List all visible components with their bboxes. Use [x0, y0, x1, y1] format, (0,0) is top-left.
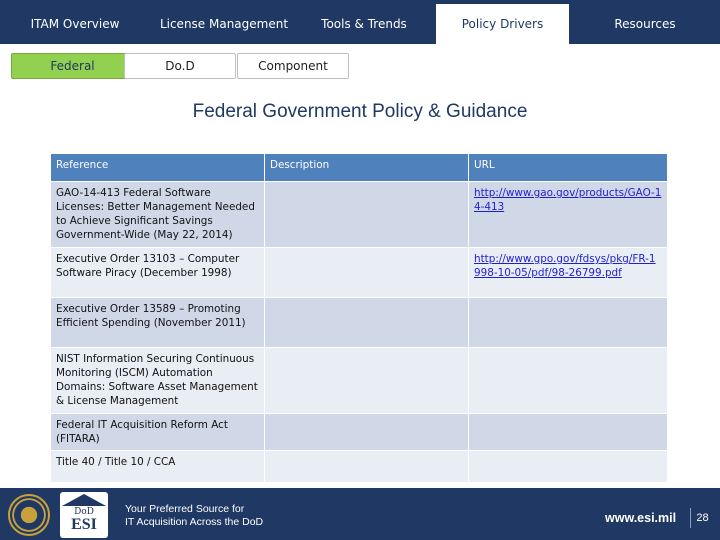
table-header-row — [51, 154, 668, 182]
cell-description — [265, 348, 469, 414]
sub-navigation — [0, 44, 720, 84]
tab-resources[interactable]: Resources — [614, 17, 676, 31]
cell-url — [469, 248, 668, 298]
table-row — [51, 451, 668, 483]
cell-description — [265, 451, 469, 483]
table-row — [51, 298, 668, 348]
cell-reference: Title 40 / Title 10 / CCA — [51, 451, 265, 483]
tab-policy-drivers[interactable]: Policy Drivers — [436, 4, 569, 44]
subtab-federal[interactable]: Federal — [11, 53, 134, 79]
dod-seal-icon — [8, 494, 50, 536]
column-header-reference: Reference — [51, 154, 265, 182]
tab-license-management[interactable]: License Management — [159, 17, 289, 31]
tab-itam-overview[interactable]: ITAM Overview — [30, 17, 120, 31]
page-title: Federal Government Policy & Guidance — [192, 101, 528, 122]
logo-roof — [62, 494, 106, 506]
table-row — [51, 348, 668, 414]
cell-description — [265, 248, 469, 298]
subtab-dod[interactable]: Do.D — [124, 53, 236, 79]
cell-reference: Executive Order 13589 – Promoting Efficient Spending (November 2011) — [51, 298, 265, 348]
footer-site-link[interactable]: www.esi.mil — [605, 511, 677, 525]
page-number: 28 — [690, 508, 714, 528]
logo-dod-text: DoD — [74, 507, 94, 517]
cell-description — [265, 182, 469, 248]
cell-url — [469, 414, 668, 451]
logo-esi-text: ESI — [71, 516, 97, 533]
top-navigation-bar — [0, 0, 720, 44]
column-header-description: Description — [265, 154, 469, 182]
cell-url — [469, 348, 668, 414]
cell-url — [469, 298, 668, 348]
table-row — [51, 182, 668, 248]
policy-reference-table — [50, 153, 668, 483]
table-row — [51, 414, 668, 451]
column-header-url: URL — [469, 154, 668, 182]
url-link[interactable]: http://www.gpo.gov/fdsys/pkg/FR-1998-10-05/pdf/98-26799.pdf — [474, 253, 656, 279]
esi-logo-icon — [60, 492, 108, 538]
cell-reference: NIST Information Securing Continuous Monitoring (ISCM) Automation Domains: Software Asset Management & License Management — [51, 348, 265, 414]
cell-description — [265, 298, 469, 348]
footer-tagline — [125, 503, 263, 529]
cell-url — [469, 451, 668, 483]
tagline-line-2: IT Acquisition Across the DoD — [125, 516, 264, 528]
cell-reference: Executive Order 13103 – Computer Software Piracy (December 1998) — [51, 248, 265, 298]
tab-tools-trends[interactable]: Tools & Trends — [321, 17, 407, 31]
cell-description — [265, 414, 469, 451]
table-row — [51, 248, 668, 298]
url-link[interactable]: http://www.gao.gov/products/GAO-14-413 — [474, 187, 662, 213]
tagline-line-1: Your Preferred Source for — [125, 503, 245, 515]
subtab-component[interactable]: Component — [237, 53, 349, 79]
cell-reference: GAO-14-413 Federal Software Licenses: Better Management Needed to Achieve Significant Savings Government-Wide (May 22, 2014) — [51, 182, 265, 248]
cell-url — [469, 182, 668, 248]
cell-reference: Federal IT Acquisition Reform Act (FITARA) — [51, 414, 265, 451]
